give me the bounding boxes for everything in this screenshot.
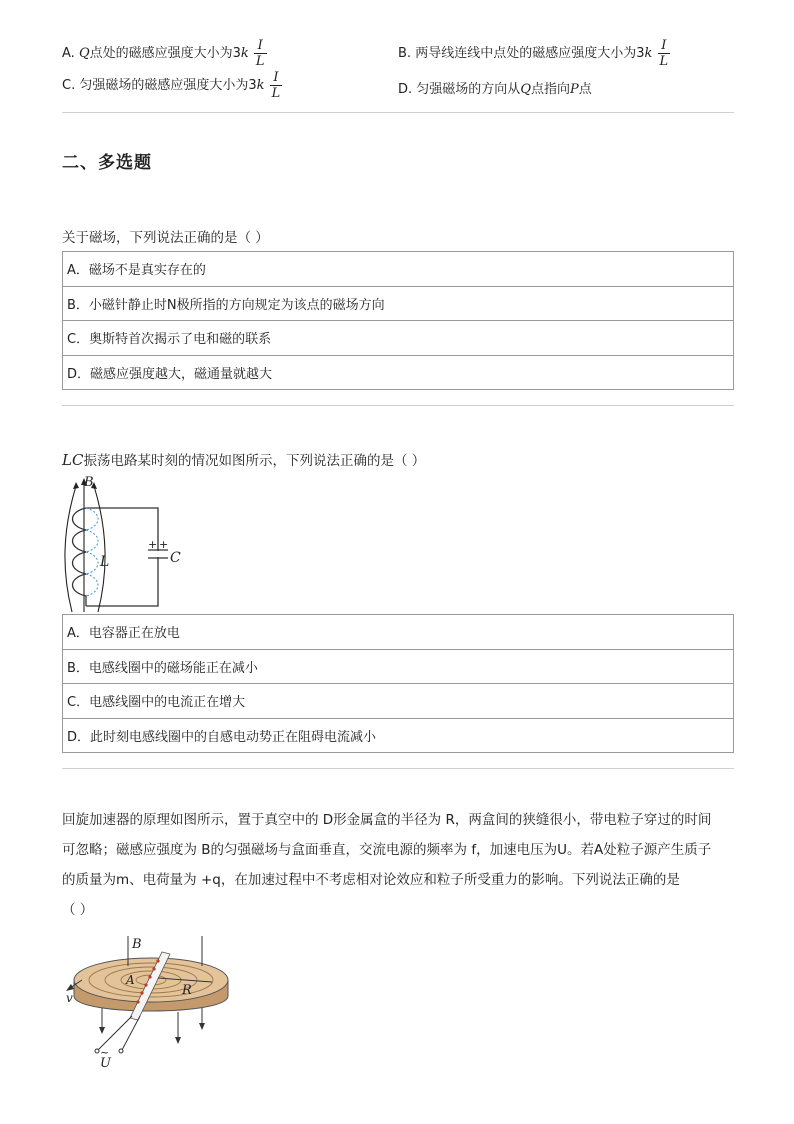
label-v: v (66, 991, 73, 1005)
question-stem: 回旋加速器的原理如图所示，置于真空中的 D形金属盒的半径为 R，两盒间的狭缝很小，带电粒子穿过的时间 可忽略；磁感应强度为 B的匀强磁场与盒面垂直，交流电源的频率为 f，加速电压为U。若A处粒子源产生质子 的质量为m、电荷量为 +q，在加速过程中不考虑相对论效应和粒子所受重力的影响。下列说法正确的是 （ ） (62, 812, 712, 918)
divider (62, 405, 734, 406)
choice-c[interactable]: C．电感线圈中的电流正在增大 (63, 684, 734, 719)
label-c: C (170, 550, 181, 566)
fraction-i-over-l: $\frac{I}{L}$ (255, 38, 265, 69)
option-a: A. Q点处的磁感应强度大小为3k $\frac{I}{L}$ (62, 38, 265, 69)
choice-c[interactable]: C．奥斯特首次揭示了电和磁的联系 (63, 321, 734, 356)
fraction-i-over-l: $\frac{I}{L}$ (659, 38, 669, 69)
tilde-symbol: ~ (100, 1046, 110, 1059)
choice-table (62, 251, 734, 390)
label-u: U (100, 1056, 111, 1070)
label-r: R (182, 983, 192, 998)
choice-b[interactable]: B．电感线圈中的磁场能正在减小 (63, 649, 734, 684)
option-c: C. 匀强磁场的磁感应强度大小为3k $\frac{I}{L}$ (62, 70, 281, 101)
option-b: B. 两导线连线中点处的磁感应强度大小为3k $\frac{I}{L}$ (398, 38, 669, 69)
choice-a[interactable]: A．磁场不是真实存在的 (63, 252, 734, 287)
question-stem: 关于磁场，下列说法正确的是（ ） (62, 230, 269, 246)
plus-sign: + (159, 538, 169, 551)
choice-a[interactable]: A．电容器正在放电 (63, 615, 734, 650)
cyclotron-figure (62, 930, 242, 1070)
point-q-symbol: Q (78, 46, 90, 61)
lc-circuit-figure (62, 472, 192, 612)
divider (62, 768, 734, 769)
plus-sign: + (148, 538, 158, 551)
label-b: B (132, 937, 142, 952)
section-title: 二、多选题 (62, 153, 152, 173)
label-a: A (126, 973, 135, 987)
label-l: L (100, 554, 110, 570)
choice-d[interactable]: D．磁感应强度越大，磁通量就越大 (63, 355, 734, 390)
choice-b[interactable]: B．小磁针静止时N极所指的方向规定为该点的磁场方向 (63, 286, 734, 321)
fraction-i-over-l: $\frac{I}{L}$ (271, 70, 281, 101)
choice-table (62, 614, 734, 753)
divider (62, 112, 734, 113)
label-b: B (84, 475, 94, 490)
choice-d[interactable]: D．此时刻电感线圈中的自感电动势正在阻碍电流减小 (63, 718, 734, 753)
question-stem: LC振荡电路某时刻的情况如图所示，下列说法正确的是（ ） (62, 451, 426, 469)
option-d: D. 匀强磁场的方向从Q点指向P点 (398, 82, 592, 97)
